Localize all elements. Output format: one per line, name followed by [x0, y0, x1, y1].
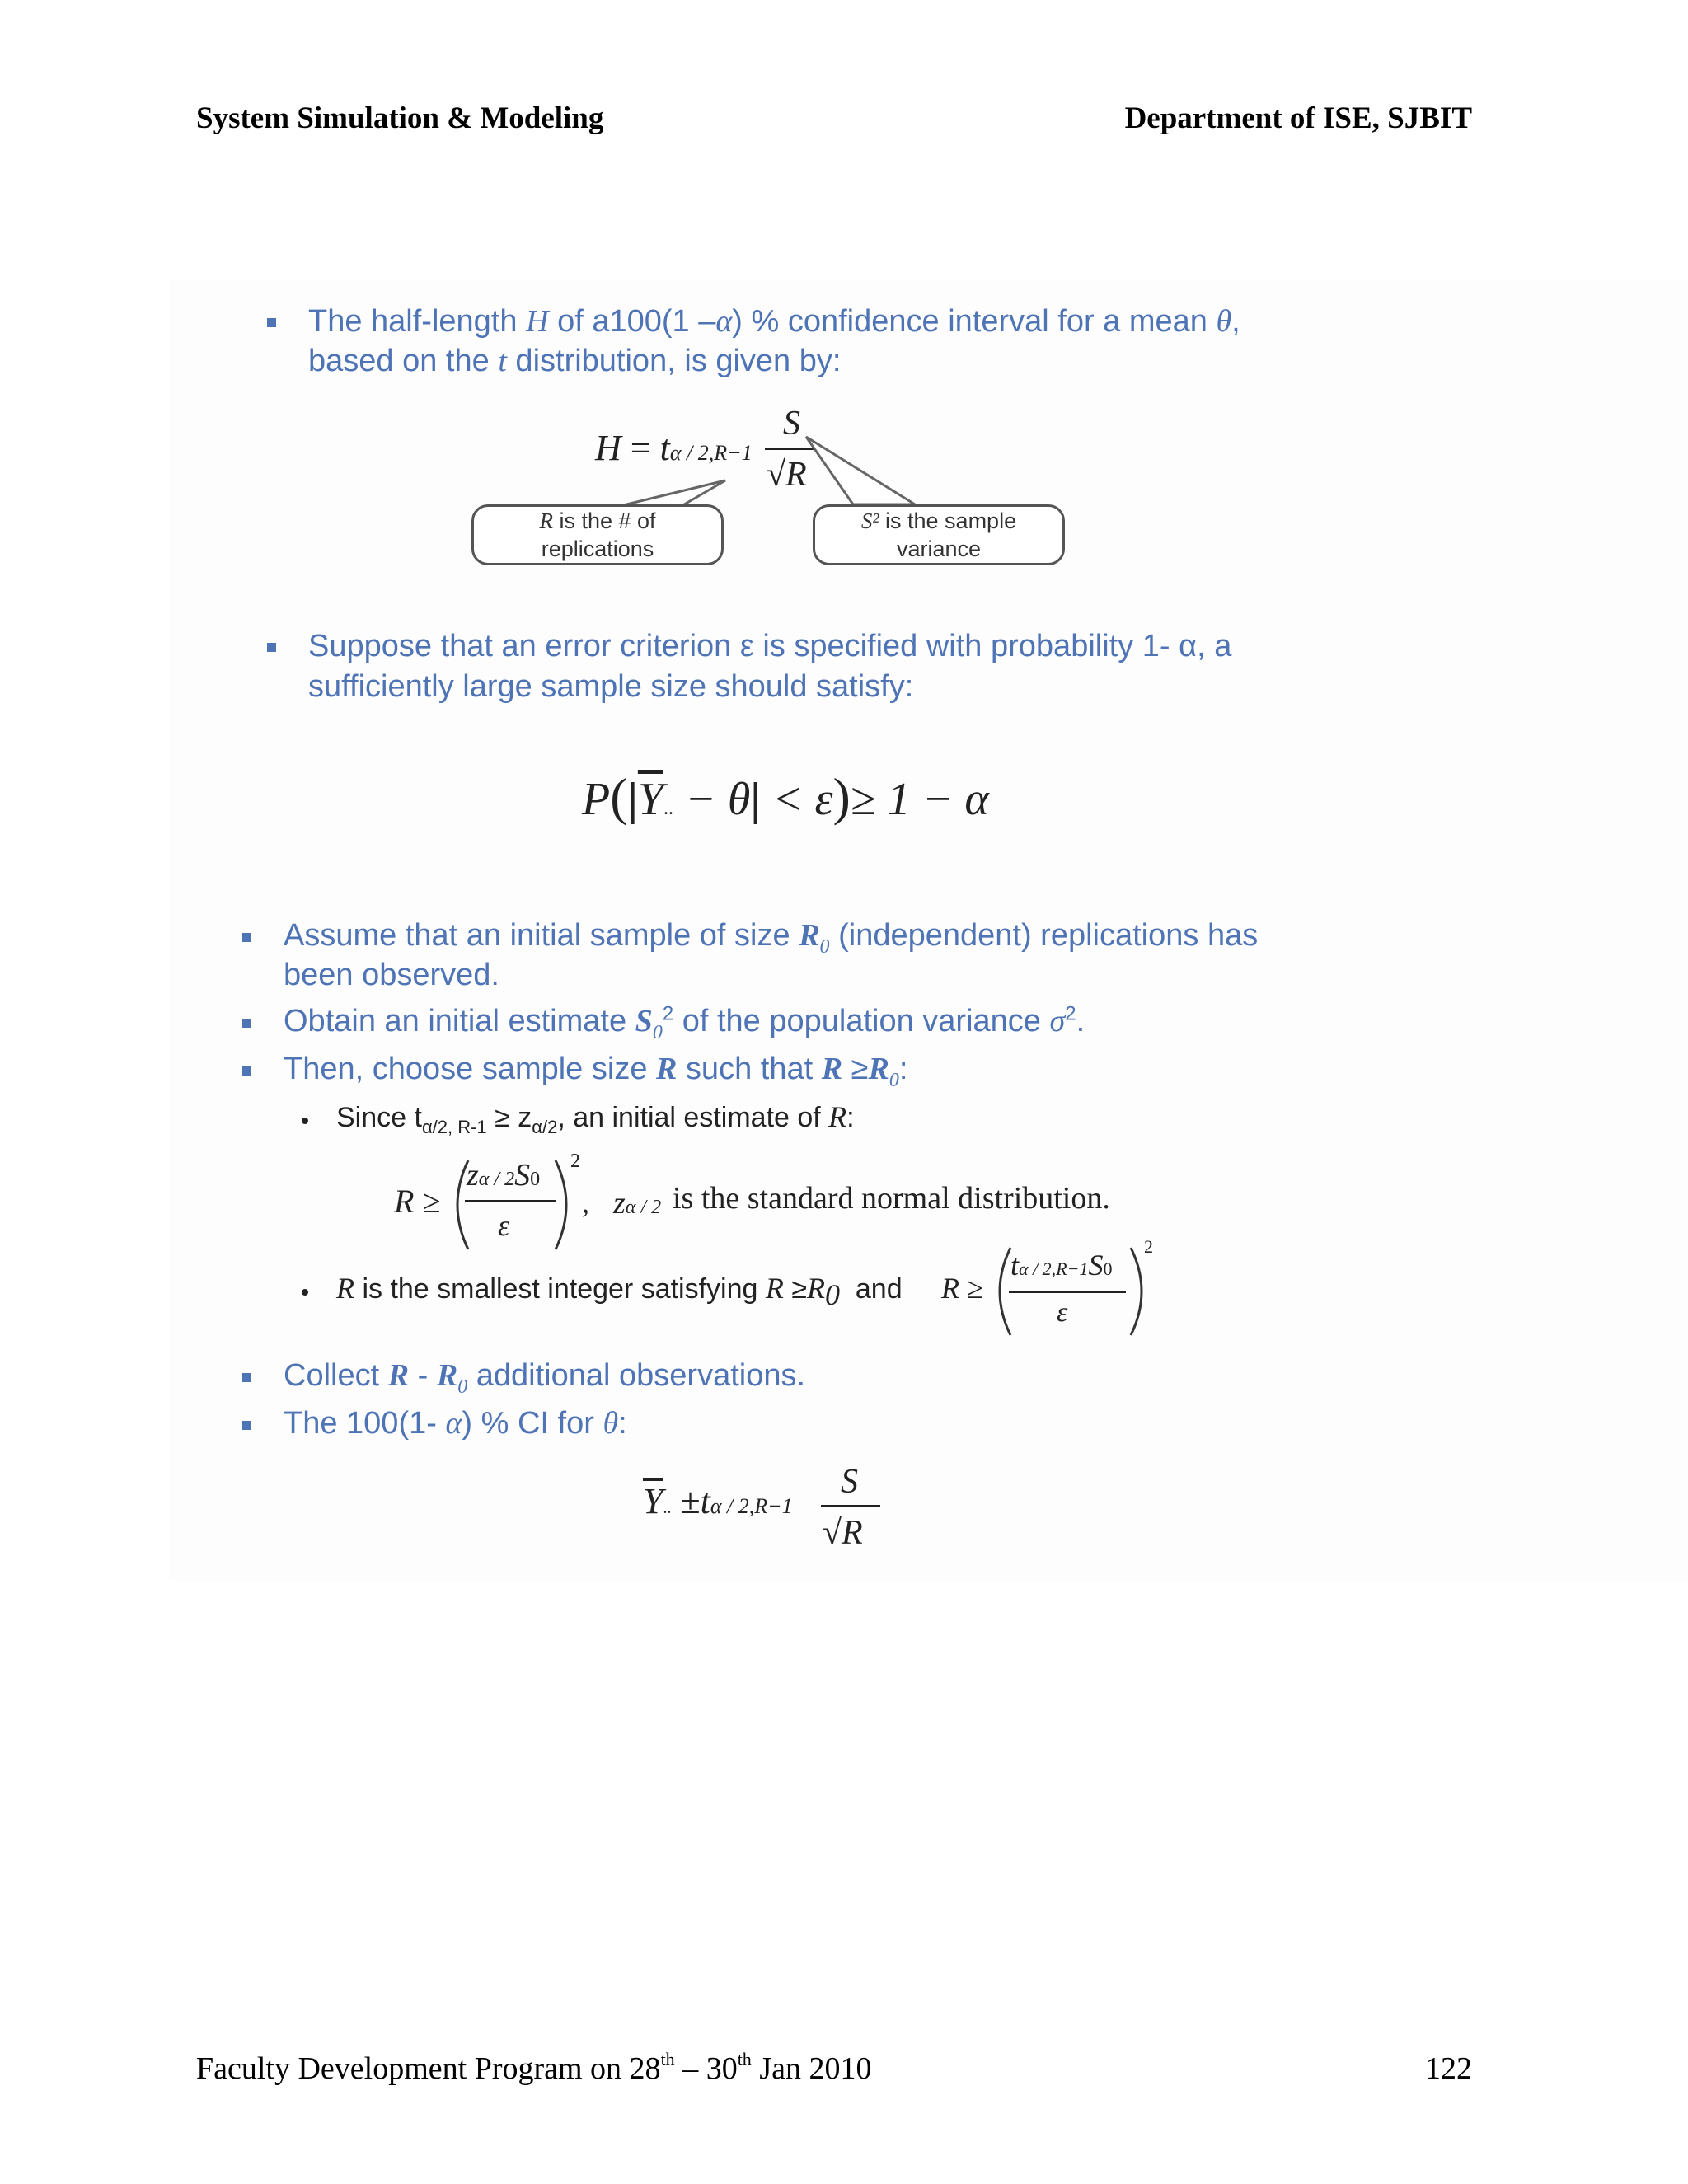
callout-replications: R is the # of replications	[471, 504, 724, 565]
formula-r-initial-lhs: R ≥	[394, 1183, 441, 1220]
formula-r-final-numerator: tα / 2,R−1S0	[1010, 1249, 1113, 1282]
formula-r-final-power: 2	[1144, 1236, 1153, 1257]
bullet-error-criterion-line1: Suppose that an error criterion ε is specified with probability 1- α, a	[308, 629, 1232, 663]
bullet-square	[267, 643, 276, 652]
bullet-confidence-interval: The 100(1- α) % CI for θ:	[284, 1406, 627, 1441]
bullet-collect-observations: Collect R - $R_0$ additional observations.	[284, 1358, 806, 1398]
formula-r-initial-power: 2	[570, 1151, 580, 1172]
formula-r-initial-comma: ,	[582, 1186, 589, 1219]
formula-probability: $P(|\overline{Y}$.. − θ| < ε)≥ 1 − α	[582, 767, 989, 826]
bullet-square	[242, 1421, 251, 1430]
bullet-initial-sample-line1: Assume that an initial sample of size $R_0$ (independent) replications has	[284, 918, 1259, 958]
sub-bullet-dot	[302, 1118, 308, 1124]
formula-ci-denominator: √R	[823, 1514, 863, 1552]
page-number: 122	[1425, 2051, 1472, 2086]
bullet-error-criterion-line2: sufficiently large sample size should satisfy:	[308, 669, 914, 704]
sub-bullet-dot	[302, 1289, 308, 1296]
bullet-square	[242, 933, 251, 942]
running-header-department: Department of ISE, SJBIT	[1124, 101, 1472, 135]
formula-r-initial-description: is the standard normal distribution.	[673, 1181, 1110, 1216]
bullet-initial-sample-line2: been observed.	[284, 958, 499, 992]
bullet-choose-sample-size: Then, choose sample size R such that $R \ge R_0$:	[284, 1052, 908, 1091]
formula-r-initial-denominator: ε	[498, 1209, 510, 1242]
footer-program: Faculty Development Program on 28th – 30th Jan 2010	[196, 2049, 872, 2086]
bullet-half-length-line2: based on the t distribution, is given by:	[308, 344, 842, 378]
formula-r-initial-fraction-bar	[465, 1200, 556, 1202]
formula-ci-fraction-bar	[821, 1505, 880, 1507]
formula-r-final-denominator: ε	[1057, 1297, 1068, 1328]
formula-r-initial-z: zα / 2	[613, 1186, 662, 1221]
callout-sample-variance: S² is the sample variance	[813, 504, 1065, 565]
bullet-square	[242, 1019, 251, 1028]
sub-bullet-smallest-integer: R is the smallest integer satisfying $R \ge R_0$ and	[336, 1272, 918, 1311]
formula-r-initial-numerator: zα / 2S0	[467, 1158, 541, 1193]
bullet-square	[242, 1066, 251, 1076]
bullet-initial-estimate: Obtain an initial estimate $S_0^2$ of the population variance $\sigma^2$.	[284, 1002, 1085, 1043]
bullet-square	[242, 1373, 251, 1382]
sub-bullet-since: Since $t_{\alpha/2, R-1} \ge z_{\alpha/2}$, an initial estimate of R:	[336, 1100, 855, 1137]
running-header-title: System Simulation & Modeling	[196, 101, 604, 135]
formula-h-denominator: √R	[767, 456, 807, 494]
formula-h-numerator: S	[783, 405, 800, 443]
formula-r-final-fraction-bar	[1009, 1291, 1126, 1293]
formula-ci-lhs: $\overline{Y}$.. ±tα / 2,R−1	[643, 1481, 793, 1521]
bullet-half-length-line1: The half-length H of a100(1 –α) % confidence interval for a mean θ,	[308, 304, 1240, 339]
formula-h-lhs: H = tα / 2,R−1	[595, 428, 753, 468]
formula-ci-numerator: S	[841, 1463, 858, 1501]
formula-r-final-lhs: R ≥	[941, 1272, 983, 1305]
